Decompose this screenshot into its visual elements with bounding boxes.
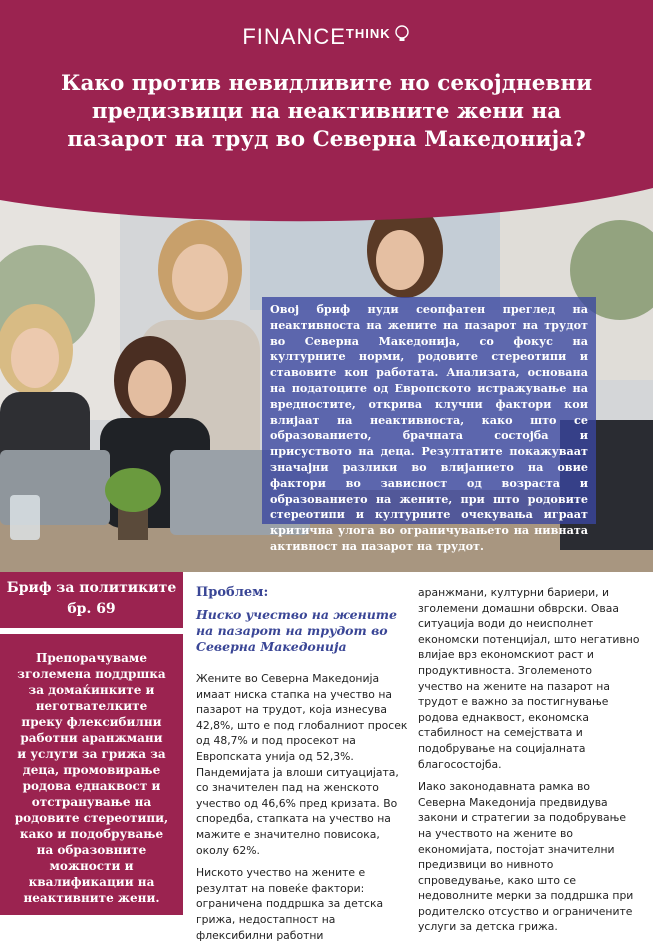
- paragraph: Иако законодавната рамка во Северна Македонија предвидува закони и стратегии за подобрување на учеството на жените во економијата, постојат значителни предизвици во нивното спроведување, како што се недоволните мерки за поддршка при родителско отсуство и ограничените услуги за детска грижа.: [418, 780, 634, 934]
- paragraph: Жените во Северна Македонија имаат ниска стапка на учество на пазарот на трудот, која изнесува 42,8%, што е под глобалниот просек од 48,7% и под просекот на Европската унија од 52,3%. Пандемијата ја влоши ситуацијата, со значителен пад на женското учество од 46,6% пред кризата. Во споредба, стапката на учество на мажите е значително повисока, околу 62%.: [196, 672, 408, 857]
- problem-subheading: Ниско учество на жените на пазарот на трудот во Северна Македонија: [196, 607, 397, 654]
- column-left: [196, 671, 408, 950]
- header-wave: [0, 160, 653, 240]
- brand-logo: [0, 24, 653, 50]
- paragraph: аранжмани, културни бариери, и зголемени домашни обврски. Оваа ситуација води до неисполнет економски потенцијал, што негативно влијае врз економскиот раст и продуктивноста. Зголеменото учество на жените на пазарот на трудот е важно за постигнување родова еднаквост, економска стабилност на семејствата и подобрување на социјалната благосостојба.: [418, 586, 640, 771]
- problem-heading: Проблем:: [196, 585, 269, 600]
- page-title: Како против невидливите но секојдневни предизвици на неактивните жени на пазарот на труд во Северна Македонија?: [60, 71, 593, 152]
- recommendation-box: Препорачуваме зголемена поддршка за домаќинките и неготвателките преку флексибилни работни аранжмани и услуги за грижа за деца, промовирање родова еднаквост и отстранување на родовите стереотипи, како и подобрување на образовните можности и квалификации на неактивните жени.: [0, 634, 183, 915]
- brief-label: Бриф за политиките бр. 69: [0, 572, 183, 628]
- intro-box: Овој бриф нуди сеопфатен преглед на неактивноста на жените на пазарот на трудот во Северна Македонија, со фокус на културните норми, родовите стереотипи и ставовите кон работата. Анализата, основана на податоците од Европското истражување на вредностите, открива клучни фактори кои влијаат на неактивноста, како што се образованието, брачната состојба и присуството на деца. Резултатите покажуваат значајни разлики во влијанието на овие фактори во зависност од возраста и образованието на жените, при што родовите стереотипи и културните очекувања играат критична улога во ограничувањето на нивната активност на пазарот на трудот.: [262, 297, 596, 524]
- paragraph: Ниското учество на жените е резултат на повеќе фактори: ограничена поддршка за детска грижа, недостапност на флексибилни работни: [196, 866, 384, 942]
- brand-name-part1: FINANCE: [242, 24, 346, 49]
- column-right: [418, 585, 640, 942]
- brand-name-part2: THINK: [345, 26, 391, 41]
- lightbulb-icon: [393, 24, 411, 44]
